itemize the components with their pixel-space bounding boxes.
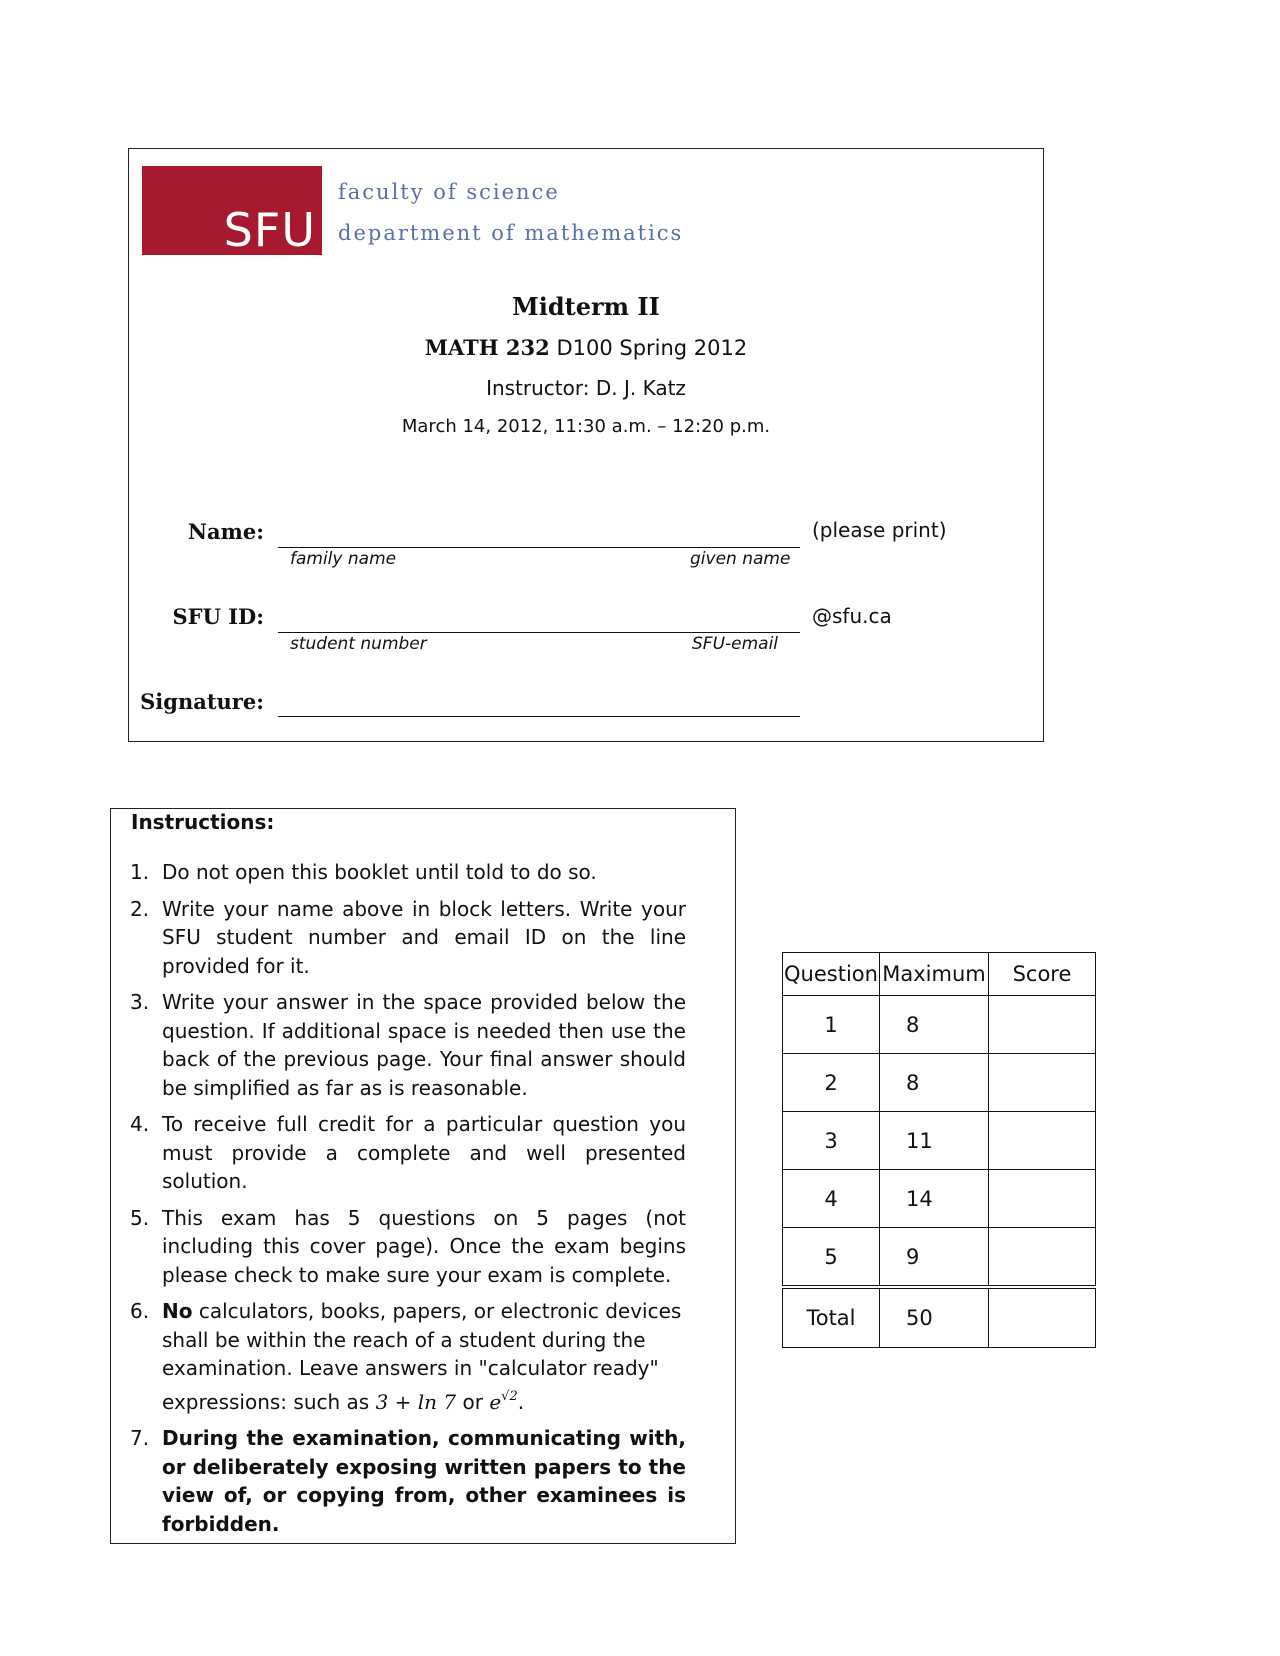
instruction-connector: or bbox=[462, 1389, 483, 1414]
sfu-email-caption: SFU-email bbox=[692, 634, 779, 654]
score-cell[interactable] bbox=[989, 996, 1096, 1054]
sfuid-field[interactable] bbox=[278, 632, 800, 633]
instruction-text: calculators, books, papers, or electronic devices shall be within the reach of a student during the examination. Leave answers in "calculator ready" expressions: such as bbox=[162, 1299, 682, 1414]
instruction-text: During the examination, communicating with, or deliberately exposing written papers to the view of, or copying from, other examinees is forbidden. bbox=[162, 1426, 686, 1536]
score-table bbox=[782, 952, 1096, 1348]
name-label: Name: bbox=[187, 519, 264, 544]
question-cell: 1 bbox=[783, 996, 880, 1054]
name-field[interactable] bbox=[278, 547, 800, 548]
instructions-heading: Instructions: bbox=[131, 810, 275, 834]
table-row bbox=[783, 1228, 1096, 1288]
table-row bbox=[783, 1112, 1096, 1170]
signature-field[interactable] bbox=[278, 716, 800, 717]
instruction-text: Write your answer in the space provided below the question. If additional space is needed then use the back of the previous page. Your final answer should be simplified as far as is reasonable. bbox=[162, 990, 686, 1100]
instruction-end: . bbox=[517, 1389, 525, 1414]
column-header: Question bbox=[783, 953, 880, 996]
score-cell[interactable] bbox=[989, 1054, 1096, 1112]
instruction-number: 4. bbox=[130, 1112, 150, 1136]
total-label: Total bbox=[783, 1287, 880, 1348]
course-line bbox=[128, 335, 1044, 360]
table-header-row bbox=[783, 953, 1096, 996]
instruction-text: Do not open this booklet until told to do so. bbox=[162, 860, 597, 884]
instructor-line: Instructor: D. J. Katz bbox=[486, 376, 686, 400]
total-score-cell[interactable] bbox=[989, 1287, 1096, 1348]
please-print-note: (please print) bbox=[812, 518, 947, 542]
column-header: Maximum bbox=[880, 953, 989, 996]
math-expression: 3 + ln 7 bbox=[375, 1389, 457, 1414]
instructions-list bbox=[130, 858, 686, 1546]
math-expression-exp bbox=[489, 1390, 517, 1414]
instruction-number: 1. bbox=[130, 860, 150, 884]
question-cell: 2 bbox=[783, 1054, 880, 1112]
instruction-text: Write your name above in block letters. Write your SFU student number and email ID on the line provided for it. bbox=[162, 896, 686, 978]
instruction-item bbox=[130, 988, 686, 1102]
maximum-cell: 8 bbox=[880, 1054, 989, 1112]
instruction-item bbox=[130, 858, 686, 887]
score-cell[interactable] bbox=[989, 1228, 1096, 1288]
question-cell: 4 bbox=[783, 1170, 880, 1228]
instruction-number: 6. bbox=[130, 1299, 150, 1323]
math-base: e bbox=[489, 1389, 502, 1414]
column-header: Score bbox=[989, 953, 1096, 996]
score-cell[interactable] bbox=[989, 1112, 1096, 1170]
table-row bbox=[783, 996, 1096, 1054]
faculty-name: faculty of science bbox=[338, 180, 560, 204]
maximum-cell: 14 bbox=[880, 1170, 989, 1228]
instruction-item bbox=[130, 895, 686, 981]
sfu-logo-text: SFU bbox=[223, 203, 316, 257]
total-maximum: 50 bbox=[880, 1287, 989, 1348]
instruction-number: 7. bbox=[130, 1426, 150, 1450]
sfuid-label: SFU ID: bbox=[172, 604, 264, 629]
exam-datetime: March 14, 2012, 11:30 a.m. – 12:20 p.m. bbox=[401, 416, 771, 437]
instruction-number: 5. bbox=[130, 1205, 150, 1230]
sfu-domain-suffix: @sfu.ca bbox=[812, 604, 892, 628]
course-section: D100 Spring 2012 bbox=[556, 336, 748, 360]
given-name-caption: given name bbox=[690, 549, 791, 569]
maximum-cell: 9 bbox=[880, 1228, 989, 1288]
instruction-item bbox=[130, 1204, 686, 1290]
instruction-number: 2. bbox=[130, 896, 150, 921]
instruction-item bbox=[130, 1424, 686, 1538]
instruction-item bbox=[130, 1297, 686, 1416]
math-superscript: √2 bbox=[501, 1388, 518, 1404]
student-number-caption: student number bbox=[290, 634, 427, 654]
signature-label: Signature: bbox=[140, 689, 264, 714]
instruction-text: To receive full credit for a particular question you must provide a complete and well presented solution. bbox=[162, 1112, 686, 1193]
sfu-logo bbox=[142, 166, 322, 255]
course-code: MATH 232 bbox=[424, 335, 550, 360]
instruction-number: 3. bbox=[130, 990, 150, 1014]
department-name: department of mathematics bbox=[338, 221, 684, 245]
table-row bbox=[783, 1054, 1096, 1112]
exam-title: Midterm II bbox=[512, 292, 660, 321]
maximum-cell: 11 bbox=[880, 1112, 989, 1170]
instruction-text: This exam has 5 questions on 5 pages (not including this cover page). Once the exam begins please check to make sure your exam is complete. bbox=[162, 1205, 686, 1287]
question-cell: 3 bbox=[783, 1112, 880, 1170]
table-row bbox=[783, 1170, 1096, 1228]
instruction-item bbox=[130, 1110, 686, 1196]
family-name-caption: family name bbox=[290, 549, 397, 569]
question-cell: 5 bbox=[783, 1228, 880, 1288]
score-cell[interactable] bbox=[989, 1170, 1096, 1228]
total-row bbox=[783, 1287, 1096, 1348]
instruction-bold-lead: No bbox=[162, 1299, 193, 1323]
maximum-cell: 8 bbox=[880, 996, 989, 1054]
